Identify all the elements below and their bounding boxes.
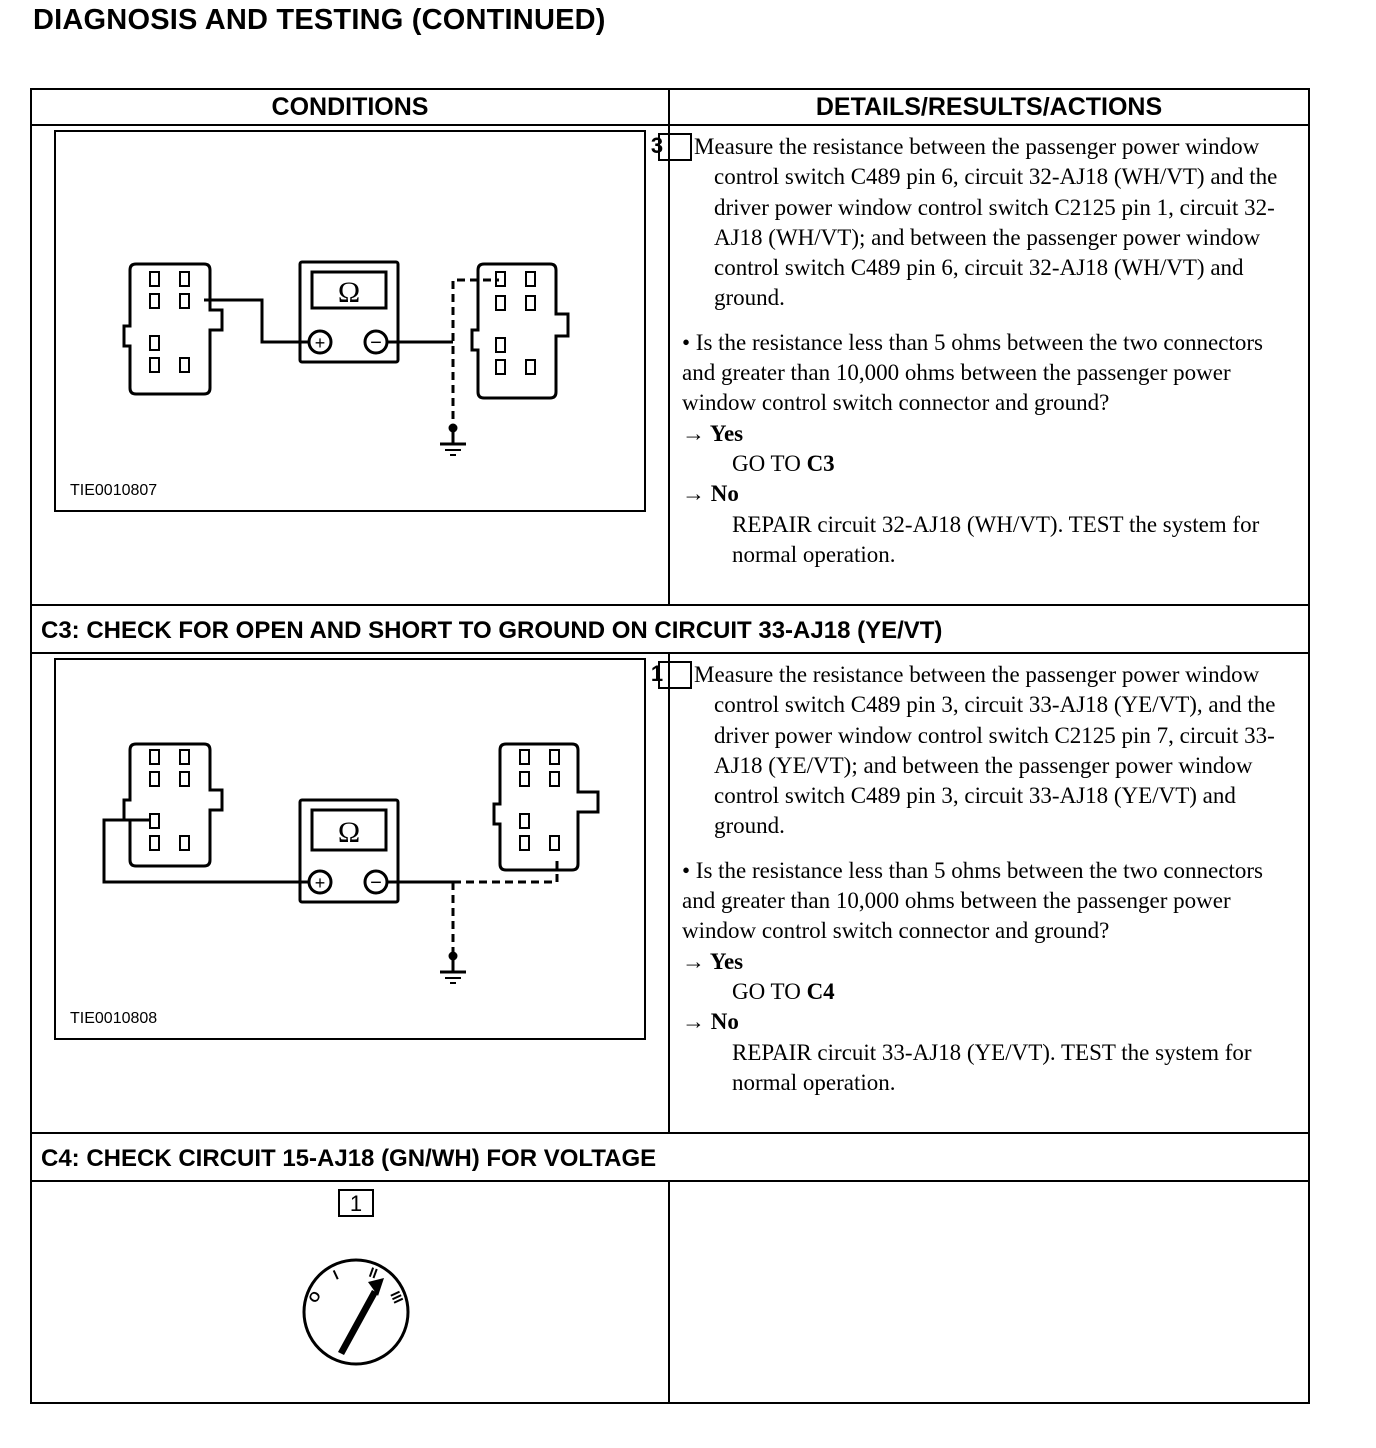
c3-diagram [54, 658, 646, 1040]
ignition-switch-diagram [32, 1182, 668, 1402]
svg-text:+: + [314, 333, 326, 353]
wire-plus [104, 820, 309, 882]
yes-action: GO TO C3 [732, 450, 835, 476]
left-connector-outline [124, 744, 222, 866]
c3-circuit-diagram [56, 660, 644, 1038]
c3-step1-row [31, 653, 1309, 1133]
svg-text:−: − [370, 332, 382, 354]
c2-step3-row [31, 125, 1309, 605]
yes-action: GO TO C4 [732, 978, 835, 1004]
c3-condition-cell [31, 653, 669, 1133]
c2-condition-cell [31, 125, 669, 605]
svg-text:III: III [387, 1288, 407, 1306]
step-question: • Is the resistance less than 5 ohms between the two connectors and greater than 10,000 ohms between the passenger power window control switch connector and ground? [682, 329, 1263, 416]
step-instruction: 1 Measure the resistance between the passenger power window control switch C489 pin 3, circuit 33-AJ18 (YE/VT), and the driver power window control switch C2125 pin 7, circuit 33-AJ18 (YE/VT); and between the passenger power window control switch C489 pin 3, circuit 33-AJ18 (YE/VT) and ground. [650, 661, 1276, 839]
svg-text:II: II [366, 1263, 380, 1282]
conditions-header: CONDITIONS [31, 89, 669, 125]
ohm-symbol: Ω [337, 816, 361, 849]
c3-heading: C3: CHECK FOR OPEN AND SHORT TO GROUND ON CIRCUIT 33-AJ18 (YE/VT) [31, 605, 1309, 653]
svg-text:O: O [304, 1288, 325, 1306]
svg-text:−: − [370, 872, 382, 894]
right-connector-outline [494, 744, 598, 870]
left-connector-outline [124, 264, 222, 394]
no-action: REPAIR circuit 33-AJ18 (YE/VT). TEST the system for normal operation. [732, 1039, 1252, 1095]
c4-details-cell [669, 1181, 1309, 1403]
ignition-switch-face [304, 1260, 408, 1364]
yes-result: → Yes [682, 420, 744, 446]
c4-heading: C4: CHECK CIRCUIT 15-AJ18 (GN/WH) FOR VOLTAGE [31, 1133, 1309, 1181]
table-header-row [31, 89, 1309, 125]
diagnosis-table [30, 88, 1310, 1404]
figure-id: TIE0010808 [70, 1010, 158, 1027]
ohm-symbol: Ω [337, 276, 361, 309]
c4-step-number: 1 [349, 1191, 363, 1216]
step-question: • Is the resistance less than 5 ohms between the two connectors and greater than 10,000 ohms between the passenger power window control switch connector and ground? [682, 857, 1263, 944]
no-result: → No [682, 481, 739, 507]
c4-condition-cell [31, 1181, 669, 1403]
step-instruction: 3 Measure the resistance between the passenger power window control switch C489 pin 6, circuit 32-AJ18 (WH/VT) and the driver power window control switch C2125 pin 1, circuit 32-AJ18 (WH/VT); and between the passenger power window control switch C489 pin 6, circuit 32-AJ18 (WH/VT) and ground. [650, 133, 1278, 311]
wire-dashed-probe [453, 280, 499, 432]
c3-details-cell [650, 653, 1309, 1133]
figure-id: TIE0010807 [70, 482, 158, 499]
c3-heading-row [31, 605, 1309, 653]
step-number: 3 [658, 133, 692, 161]
c4-heading-row [31, 1133, 1309, 1181]
svg-text:I: I [330, 1266, 341, 1283]
right-connector-outline [472, 264, 568, 398]
c2-circuit-diagram [56, 132, 644, 510]
wire-plus [204, 300, 309, 342]
c2-diagram [54, 130, 646, 512]
svg-text:+: + [314, 873, 326, 893]
c2-details-cell [650, 125, 1309, 605]
no-action: REPAIR circuit 32-AJ18 (WH/VT). TEST the system for normal operation. [732, 511, 1260, 567]
no-result: → No [682, 1009, 739, 1035]
details-header: DETAILS/RESULTS/ACTIONS [669, 89, 1309, 125]
ignition-key-pointer [338, 1290, 378, 1355]
c4-step1-row [31, 1181, 1309, 1403]
yes-result: → Yes [682, 948, 744, 974]
step-number: 1 [658, 661, 692, 689]
page-title: DIAGNOSIS AND TESTING (CONTINUED) [33, 4, 606, 36]
